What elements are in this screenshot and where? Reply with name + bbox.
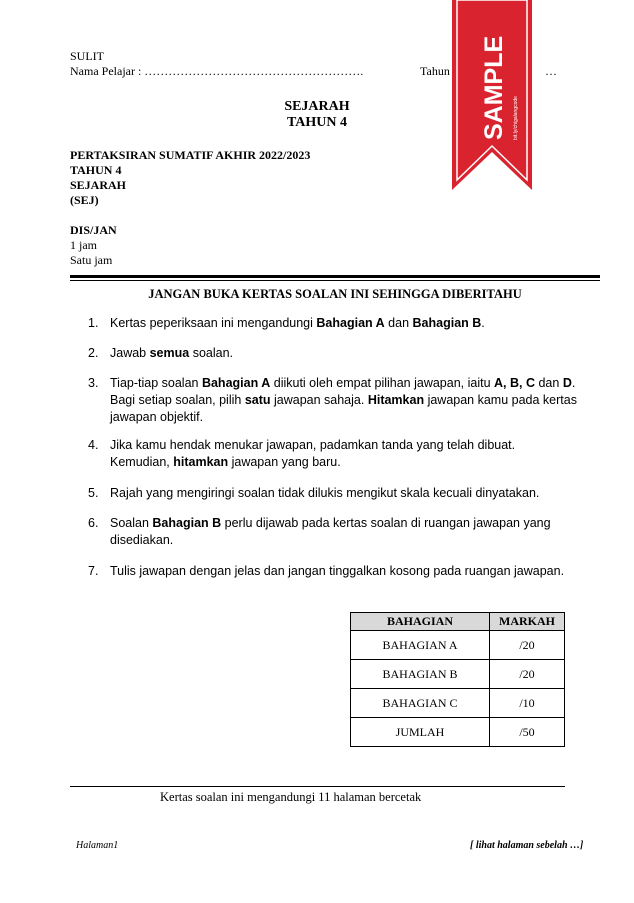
divider-thick <box>70 275 600 278</box>
assessment-year: TAHUN 4 <box>70 163 122 177</box>
instruction-number: 5. <box>88 486 99 500</box>
instruction-fragment: dan <box>535 376 563 390</box>
section-name: BAHAGIAN B <box>351 660 490 689</box>
assessment-name: PERTAKSIRAN SUMATIF AKHIR 2022/2023 <box>70 148 311 162</box>
instruction-number: 1. <box>88 316 99 330</box>
ribbon-small-text: bit.ly/chigalangcode <box>513 96 519 140</box>
divider-thin <box>70 280 600 281</box>
instruction-item <box>88 437 578 471</box>
section-marks: /50 <box>490 718 565 747</box>
instruction-fragment: Soalan <box>110 516 153 530</box>
table-header-row <box>351 613 565 631</box>
instruction-fragment: jawapan yang baru. <box>228 455 341 469</box>
instruction-fragment: jawapan kamu pada kertas jawapan objektif. <box>110 393 577 424</box>
instruction-item <box>88 375 578 426</box>
instruction-text <box>110 375 578 426</box>
instruction-number: 7. <box>88 564 99 578</box>
footer-divider <box>70 786 565 787</box>
marks-table <box>350 612 565 747</box>
section-name: BAHAGIAN C <box>351 689 490 718</box>
instruction-text <box>110 437 578 471</box>
section-name: BAHAGIAN A <box>351 631 490 660</box>
instruction-number: 4. <box>88 438 99 452</box>
instruction-emphasis: semua <box>149 346 190 360</box>
instruction-fragment: . <box>481 316 485 330</box>
table-row <box>351 660 565 689</box>
instruction-emphasis: Bahagian B <box>152 516 222 530</box>
column-header-bahagian: BAHAGIAN <box>351 613 490 631</box>
instruction-emphasis: Hitamkan <box>367 393 425 407</box>
instruction-text <box>110 315 578 332</box>
ribbon-text: SAMPLE <box>480 35 508 140</box>
instruction-number: 3. <box>88 376 99 390</box>
instruction-text <box>110 485 578 502</box>
instruction-fragment: Rajah yang mengiringi soalan tidak dilukis mengikut skala kecuali dinyatakan. <box>110 486 540 500</box>
tahun-dots: … <box>545 64 557 78</box>
instruction-text <box>110 515 578 549</box>
instruction-fragment: Tiap-tiap soalan <box>110 376 202 390</box>
instruction-emphasis: D <box>562 376 572 390</box>
instruction-fragment: perlu dijawab pada kertas soalan di ruangan jawapan yang disediakan. <box>110 516 551 547</box>
instruction-emphasis: Bahagian B <box>412 316 482 330</box>
instruction-emphasis: Bahagian A <box>201 376 271 390</box>
student-name-field: Nama Pelajar : ………………………………………………. <box>70 64 364 78</box>
table-row <box>351 718 565 747</box>
column-header-markah: MARKAH <box>490 613 565 631</box>
instruction-fragment: Tulis jawapan dengan jelas dan jangan tinggalkan kosong pada ruangan jawapan. <box>110 564 565 578</box>
section-marks: /10 <box>490 689 565 718</box>
instruction-item <box>88 485 578 502</box>
table-row <box>351 689 565 718</box>
pages-note: Kertas soalan ini mengandungi 11 halaman bercetak <box>160 790 422 804</box>
assessment-subject: SEJARAH <box>70 178 127 192</box>
assessment-code: (SEJ) <box>70 193 99 207</box>
tahun-label: Tahun <box>420 64 450 78</box>
year-title: TAHUN 4 <box>286 115 348 130</box>
next-page-note: [ lihat halaman sebelah …] <box>470 840 584 851</box>
instruction-emphasis: satu <box>244 393 271 407</box>
instruction-emphasis: hitamkan <box>173 455 229 469</box>
sulit-label: SULIT <box>70 49 104 63</box>
instruction-item <box>88 515 578 549</box>
instruction-fragment: Kertas peperiksaan ini mengandungi <box>110 316 317 330</box>
subject-title: SEJARAH <box>284 99 350 114</box>
instruction-fragment: . Bagi setiap soalan, pilih <box>110 376 576 407</box>
instruction-fragment: dan <box>384 316 413 330</box>
instruction-fragment: Jika kamu hendak menukar jawapan, padamkan tanda yang telah dibuat. Kemudian, <box>110 438 516 469</box>
table-row <box>351 631 565 660</box>
section-name: JUMLAH <box>351 718 490 747</box>
instruction-item <box>88 345 578 362</box>
instruction-text <box>110 563 578 580</box>
section-marks: /20 <box>490 631 565 660</box>
sample-ribbon <box>450 0 534 200</box>
instruction-item <box>88 315 578 332</box>
duration-words: Satu jam <box>70 253 113 267</box>
instruction-fragment: jawapan sahaja. <box>270 393 368 407</box>
instruction-number: 2. <box>88 346 99 360</box>
page-number: Halaman1 <box>76 840 119 851</box>
instructions-heading: JANGAN BUKA KERTAS SOALAN INI SEHINGGA DIBERITAHU <box>148 287 522 301</box>
instruction-number: 6. <box>88 516 99 530</box>
instruction-item <box>88 563 578 580</box>
instruction-emphasis: A, B, C <box>494 376 535 390</box>
section-marks: /20 <box>490 660 565 689</box>
instruction-text <box>110 345 578 362</box>
duration: 1 jam <box>70 238 97 252</box>
session-month: DIS/JAN <box>70 223 117 237</box>
instruction-fragment: Jawab <box>110 346 150 360</box>
instruction-fragment: diikuti oleh empat pilihan jawapan, iaitu <box>270 376 495 390</box>
instruction-fragment: soalan. <box>189 346 233 360</box>
instruction-emphasis: Bahagian A <box>316 316 385 330</box>
